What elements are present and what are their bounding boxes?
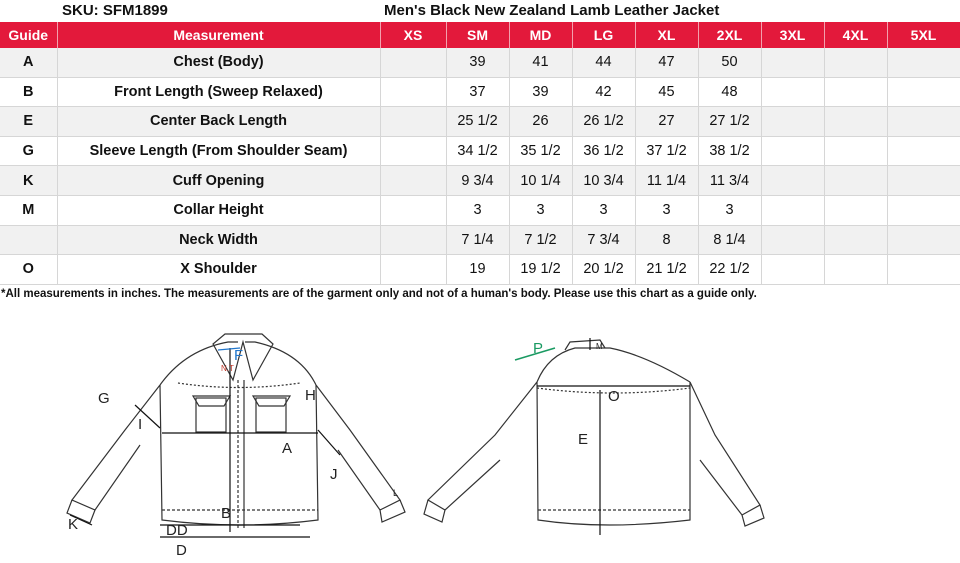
- value-cell: 11 3/4: [698, 166, 761, 196]
- value-cell: 48: [698, 77, 761, 107]
- value-cell: 22 1/2: [698, 255, 761, 285]
- value-cell: 3: [572, 195, 635, 225]
- table-row: [0, 77, 960, 107]
- value-cell: [824, 255, 887, 285]
- header-size-xl: XL: [635, 22, 698, 48]
- label-e: E: [578, 431, 589, 448]
- guide-cell: G: [0, 136, 57, 166]
- table-row: [0, 107, 960, 137]
- value-cell: 20 1/2: [572, 255, 635, 285]
- value-cell: 45: [635, 77, 698, 107]
- value-cell: [380, 136, 446, 166]
- value-cell: [761, 225, 824, 255]
- value-cell: [824, 166, 887, 196]
- value-cell: [887, 195, 960, 225]
- measurement-cell: Sleeve Length (From Shoulder Seam): [57, 136, 380, 166]
- value-cell: 37 1/2: [635, 136, 698, 166]
- table-row: [0, 225, 960, 255]
- value-cell: 47: [635, 48, 698, 77]
- value-cell: [824, 107, 887, 137]
- guide-cell: A: [0, 48, 57, 77]
- size-chart-table: [0, 22, 960, 285]
- value-cell: 42: [572, 77, 635, 107]
- table-row: [0, 255, 960, 285]
- measurement-cell: Cuff Opening: [57, 166, 380, 196]
- guide-cell: M: [0, 195, 57, 225]
- label-a: A: [282, 440, 293, 457]
- value-cell: 26: [509, 107, 572, 137]
- label-h: H: [305, 387, 316, 404]
- value-cell: 3: [698, 195, 761, 225]
- table-row: [0, 195, 960, 225]
- value-cell: 7 1/2: [509, 225, 572, 255]
- guide-cell: O: [0, 255, 57, 285]
- value-cell: 19: [446, 255, 509, 285]
- value-cell: 3: [635, 195, 698, 225]
- header-size-4xl: 4XL: [824, 22, 887, 48]
- value-cell: [887, 255, 960, 285]
- value-cell: 19 1/2: [509, 255, 572, 285]
- header-size-3xl: 3XL: [761, 22, 824, 48]
- measurement-cell: Neck Width: [57, 225, 380, 255]
- label-nt: N.T: [221, 364, 234, 373]
- value-cell: 50: [698, 48, 761, 77]
- value-cell: 39: [509, 77, 572, 107]
- value-cell: [887, 48, 960, 77]
- value-cell: 7 3/4: [572, 225, 635, 255]
- value-cell: 8: [635, 225, 698, 255]
- value-cell: 38 1/2: [698, 136, 761, 166]
- value-cell: [380, 255, 446, 285]
- value-cell: 26 1/2: [572, 107, 635, 137]
- value-cell: 21 1/2: [635, 255, 698, 285]
- label-p: P: [533, 340, 544, 357]
- jacket-back-drawing: [424, 340, 764, 526]
- header-size-sm: SM: [446, 22, 509, 48]
- jacket-diagram: [0, 310, 960, 563]
- value-cell: 11 1/4: [635, 166, 698, 196]
- value-cell: [380, 107, 446, 137]
- product-title: Men's Black New Zealand Lamb Leather Jacket: [384, 2, 720, 19]
- value-cell: [824, 77, 887, 107]
- measurement-cell: Center Back Length: [57, 107, 380, 137]
- label-l: L: [393, 488, 399, 498]
- label-f: F: [234, 347, 244, 364]
- value-cell: [380, 48, 446, 77]
- value-cell: 25 1/2: [446, 107, 509, 137]
- label-g: G: [98, 390, 110, 407]
- table-row: [0, 48, 960, 77]
- header-guide: Guide: [0, 22, 57, 48]
- header-size-5xl: 5XL: [887, 22, 960, 48]
- value-cell: [887, 77, 960, 107]
- value-cell: 39: [446, 48, 509, 77]
- value-cell: 3: [446, 195, 509, 225]
- measurement-cell: Chest (Body): [57, 48, 380, 77]
- value-cell: 10 1/4: [509, 166, 572, 196]
- value-cell: 41: [509, 48, 572, 77]
- header-size-md: MD: [509, 22, 572, 48]
- value-cell: 34 1/2: [446, 136, 509, 166]
- value-cell: 35 1/2: [509, 136, 572, 166]
- value-cell: 37: [446, 77, 509, 107]
- label-o: O: [608, 388, 620, 405]
- value-cell: 36 1/2: [572, 136, 635, 166]
- value-cell: [761, 136, 824, 166]
- value-cell: [887, 107, 960, 137]
- value-cell: [380, 166, 446, 196]
- value-cell: 8 1/4: [698, 225, 761, 255]
- value-cell: [824, 48, 887, 77]
- header-size-2xl: 2XL: [698, 22, 761, 48]
- header-size-xs: XS: [380, 22, 446, 48]
- label-dd: DD: [166, 522, 188, 539]
- value-cell: 3: [509, 195, 572, 225]
- value-cell: 9 3/4: [446, 166, 509, 196]
- header-row: [0, 22, 960, 48]
- value-cell: [761, 107, 824, 137]
- table-row: [0, 136, 960, 166]
- value-cell: [824, 195, 887, 225]
- value-cell: [380, 195, 446, 225]
- value-cell: 27: [635, 107, 698, 137]
- measurement-note: *All measurements in inches. The measurements are of the garment only and not of a human's body. Please use this chart as a guide only.: [1, 288, 757, 300]
- value-cell: 7 1/4: [446, 225, 509, 255]
- value-cell: [887, 225, 960, 255]
- value-cell: [761, 195, 824, 225]
- value-cell: [824, 136, 887, 166]
- value-cell: [761, 166, 824, 196]
- label-d: D: [176, 542, 187, 559]
- value-cell: [824, 225, 887, 255]
- value-cell: 10 3/4: [572, 166, 635, 196]
- label-j: J: [330, 466, 338, 483]
- sku-label: SKU: SFM1899: [62, 2, 168, 19]
- measurement-cell: X Shoulder: [57, 255, 380, 285]
- value-cell: [887, 136, 960, 166]
- guide-cell: [0, 225, 57, 255]
- header-measurement: Measurement: [57, 22, 380, 48]
- value-cell: 44: [572, 48, 635, 77]
- value-cell: [761, 255, 824, 285]
- measurement-cell: Collar Height: [57, 195, 380, 225]
- value-cell: [380, 77, 446, 107]
- value-cell: [380, 225, 446, 255]
- header-size-lg: LG: [572, 22, 635, 48]
- label-m: M: [596, 342, 603, 351]
- value-cell: [887, 166, 960, 196]
- guide-cell: K: [0, 166, 57, 196]
- label-k: K: [68, 516, 79, 533]
- label-b: B: [221, 505, 232, 522]
- value-cell: [761, 48, 824, 77]
- guide-cell: B: [0, 77, 57, 107]
- guide-cell: E: [0, 107, 57, 137]
- value-cell: 27 1/2: [698, 107, 761, 137]
- measurement-cell: Front Length (Sweep Relaxed): [57, 77, 380, 107]
- value-cell: [761, 77, 824, 107]
- table-row: [0, 166, 960, 196]
- label-i: I: [138, 416, 143, 433]
